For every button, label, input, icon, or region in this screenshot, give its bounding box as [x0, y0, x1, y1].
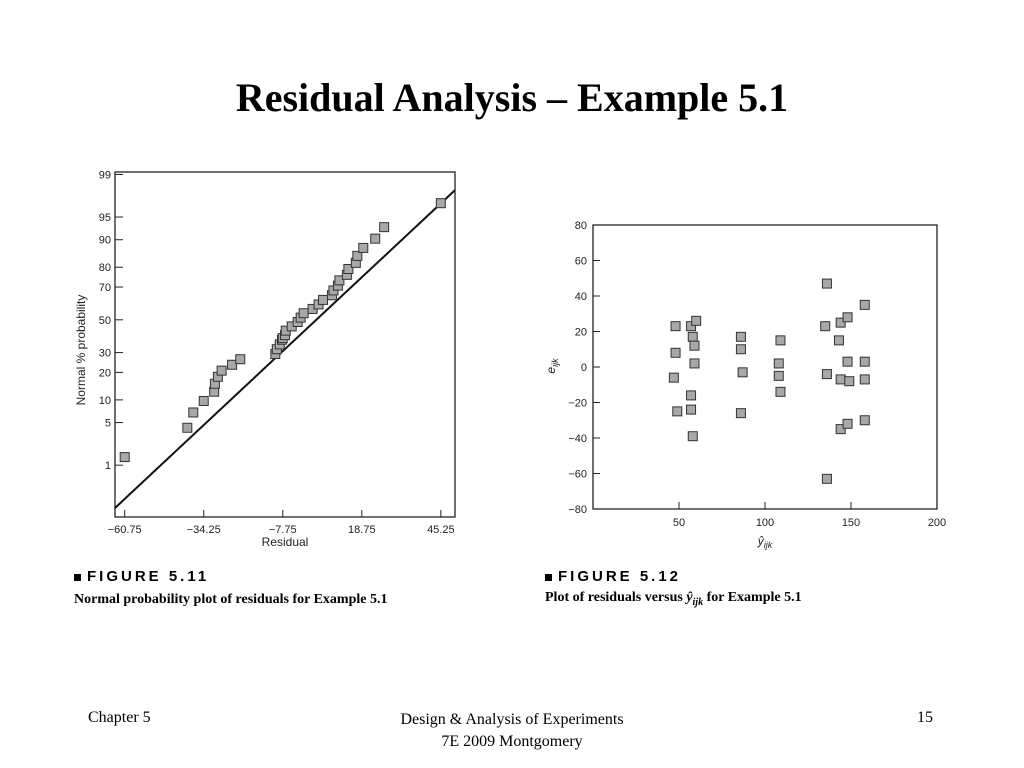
data-point: [822, 474, 831, 483]
chart1-ylabel: Normal % probability: [74, 294, 88, 406]
data-point: [120, 453, 129, 462]
data-point: [736, 332, 745, 341]
data-point: [843, 419, 852, 428]
chart1-ytick-label: 80: [98, 262, 111, 275]
footer-chapter: Chapter 5: [88, 709, 151, 726]
chart1-xtick-label: −7.75: [268, 524, 297, 536]
chart1-ytick-label: 30: [98, 347, 111, 360]
data-point: [189, 408, 198, 417]
figure-5-11-label: [74, 568, 209, 585]
chart2-xlabel-var: ŷ: [757, 534, 764, 548]
chart1-xtick-label: −60.75: [107, 524, 142, 536]
data-point: [671, 322, 680, 331]
chart2-ylabel-sub: ijk: [550, 358, 560, 367]
data-point: [860, 300, 869, 309]
chart2-ytick-label: −40: [568, 433, 587, 445]
data-point: [822, 370, 831, 379]
chart2-ytick-label: 80: [574, 220, 587, 232]
data-point: [843, 313, 852, 322]
fit-line: [115, 190, 455, 508]
chart1-ytick-label: 70: [98, 282, 111, 295]
chart2-ytick-label: −80: [568, 504, 587, 516]
chart1-xtick-label: 18.75: [348, 524, 376, 536]
chart1-ytick-label: 99: [98, 169, 111, 182]
chart1-xtick-label: −34.25: [186, 524, 221, 536]
caption-var: ŷ: [686, 590, 693, 605]
figure-5-11-text: FIGURE 5.11: [87, 568, 210, 585]
caption-after: for Example 5.1: [703, 590, 802, 605]
footer-page-number: 15: [917, 709, 933, 726]
data-point: [687, 391, 696, 400]
chart2-ytick-label: 40: [574, 291, 587, 303]
chart1-ytick-label: 50: [98, 314, 111, 327]
footer-course-line2: 7E 2009 Montgomery: [441, 733, 583, 750]
data-point: [836, 375, 845, 384]
data-point: [860, 357, 869, 366]
data-point: [217, 366, 226, 375]
chart1-ytick-label: 10: [98, 394, 111, 407]
data-point: [673, 407, 682, 416]
chart1-xtick-label: 45.25: [427, 524, 455, 536]
footer-course: [312, 709, 712, 753]
data-point: [228, 360, 237, 369]
chart2-xlabel-sub: ijk: [763, 540, 773, 550]
residuals-vs-fitted-chart: [530, 210, 970, 600]
chart2-xtick-label: 150: [841, 517, 861, 529]
chart2-ytick-label: 0: [580, 362, 587, 374]
data-point: [821, 322, 830, 331]
data-point: [436, 199, 445, 208]
data-point: [688, 332, 697, 341]
data-point: [669, 373, 678, 382]
chart2-ylabel: [544, 358, 560, 374]
data-point: [199, 396, 208, 405]
data-point: [692, 316, 701, 325]
data-point: [671, 348, 680, 357]
chart1-ytick-label: 1: [104, 460, 111, 473]
data-point: [236, 355, 245, 364]
data-point: [299, 309, 308, 318]
data-point: [774, 359, 783, 368]
data-point: [822, 279, 831, 288]
data-point: [690, 359, 699, 368]
caption-sub: ijk: [692, 596, 704, 608]
data-point: [690, 341, 699, 350]
data-point: [687, 405, 696, 414]
data-point: [688, 432, 697, 441]
figure-5-12-caption: [545, 590, 802, 608]
data-point: [359, 243, 368, 252]
figure-5-12-label: [545, 568, 681, 585]
chart1-xlabel: Residual: [261, 535, 309, 549]
chart1-ytick-label: 95: [98, 212, 111, 225]
data-point: [774, 371, 783, 380]
data-point: [860, 375, 869, 384]
data-point: [776, 336, 785, 345]
chart2-frame: [593, 225, 937, 509]
figure-5-11-caption: Normal probability plot of residuals for Example 5.1: [74, 592, 388, 607]
chart2-xtick-label: 100: [755, 517, 775, 529]
data-point: [834, 336, 843, 345]
chart2-xtick-label: 200: [927, 517, 947, 529]
data-point: [776, 387, 785, 396]
chart2-ytick-label: 20: [574, 326, 587, 339]
chart2-ytick-label: −20: [568, 397, 587, 410]
slide-title: Residual Analysis – Example 5.1: [235, 75, 789, 120]
data-point: [183, 423, 192, 432]
chart2-xlabel: [757, 534, 773, 550]
footer-course-line1: Design & Analysis of Experiments: [400, 711, 624, 728]
data-point: [843, 357, 852, 366]
data-point: [860, 416, 869, 425]
chart2-ylabel-var: e: [544, 366, 558, 374]
square-bullet-icon: [545, 574, 552, 581]
chart1-ytick-label: 20: [98, 367, 111, 380]
data-point: [380, 223, 389, 232]
data-point: [736, 409, 745, 418]
data-point: [319, 295, 328, 304]
normal-probability-chart: [60, 160, 520, 550]
chart1-ytick-label: 90: [98, 234, 111, 247]
data-point: [371, 234, 380, 243]
chart2-xtick-label: 50: [672, 517, 686, 529]
chart2-ytick-label: −60: [568, 468, 587, 481]
caption-before: Plot of residuals versus: [545, 590, 687, 605]
data-point: [736, 345, 745, 354]
chart2-ytick-label: 60: [574, 255, 587, 268]
figure-5-12-text: FIGURE 5.12: [558, 568, 682, 585]
data-point: [845, 377, 854, 386]
chart1-ytick-label: 5: [104, 417, 111, 430]
square-bullet-icon: [74, 574, 81, 581]
data-point: [738, 368, 747, 377]
